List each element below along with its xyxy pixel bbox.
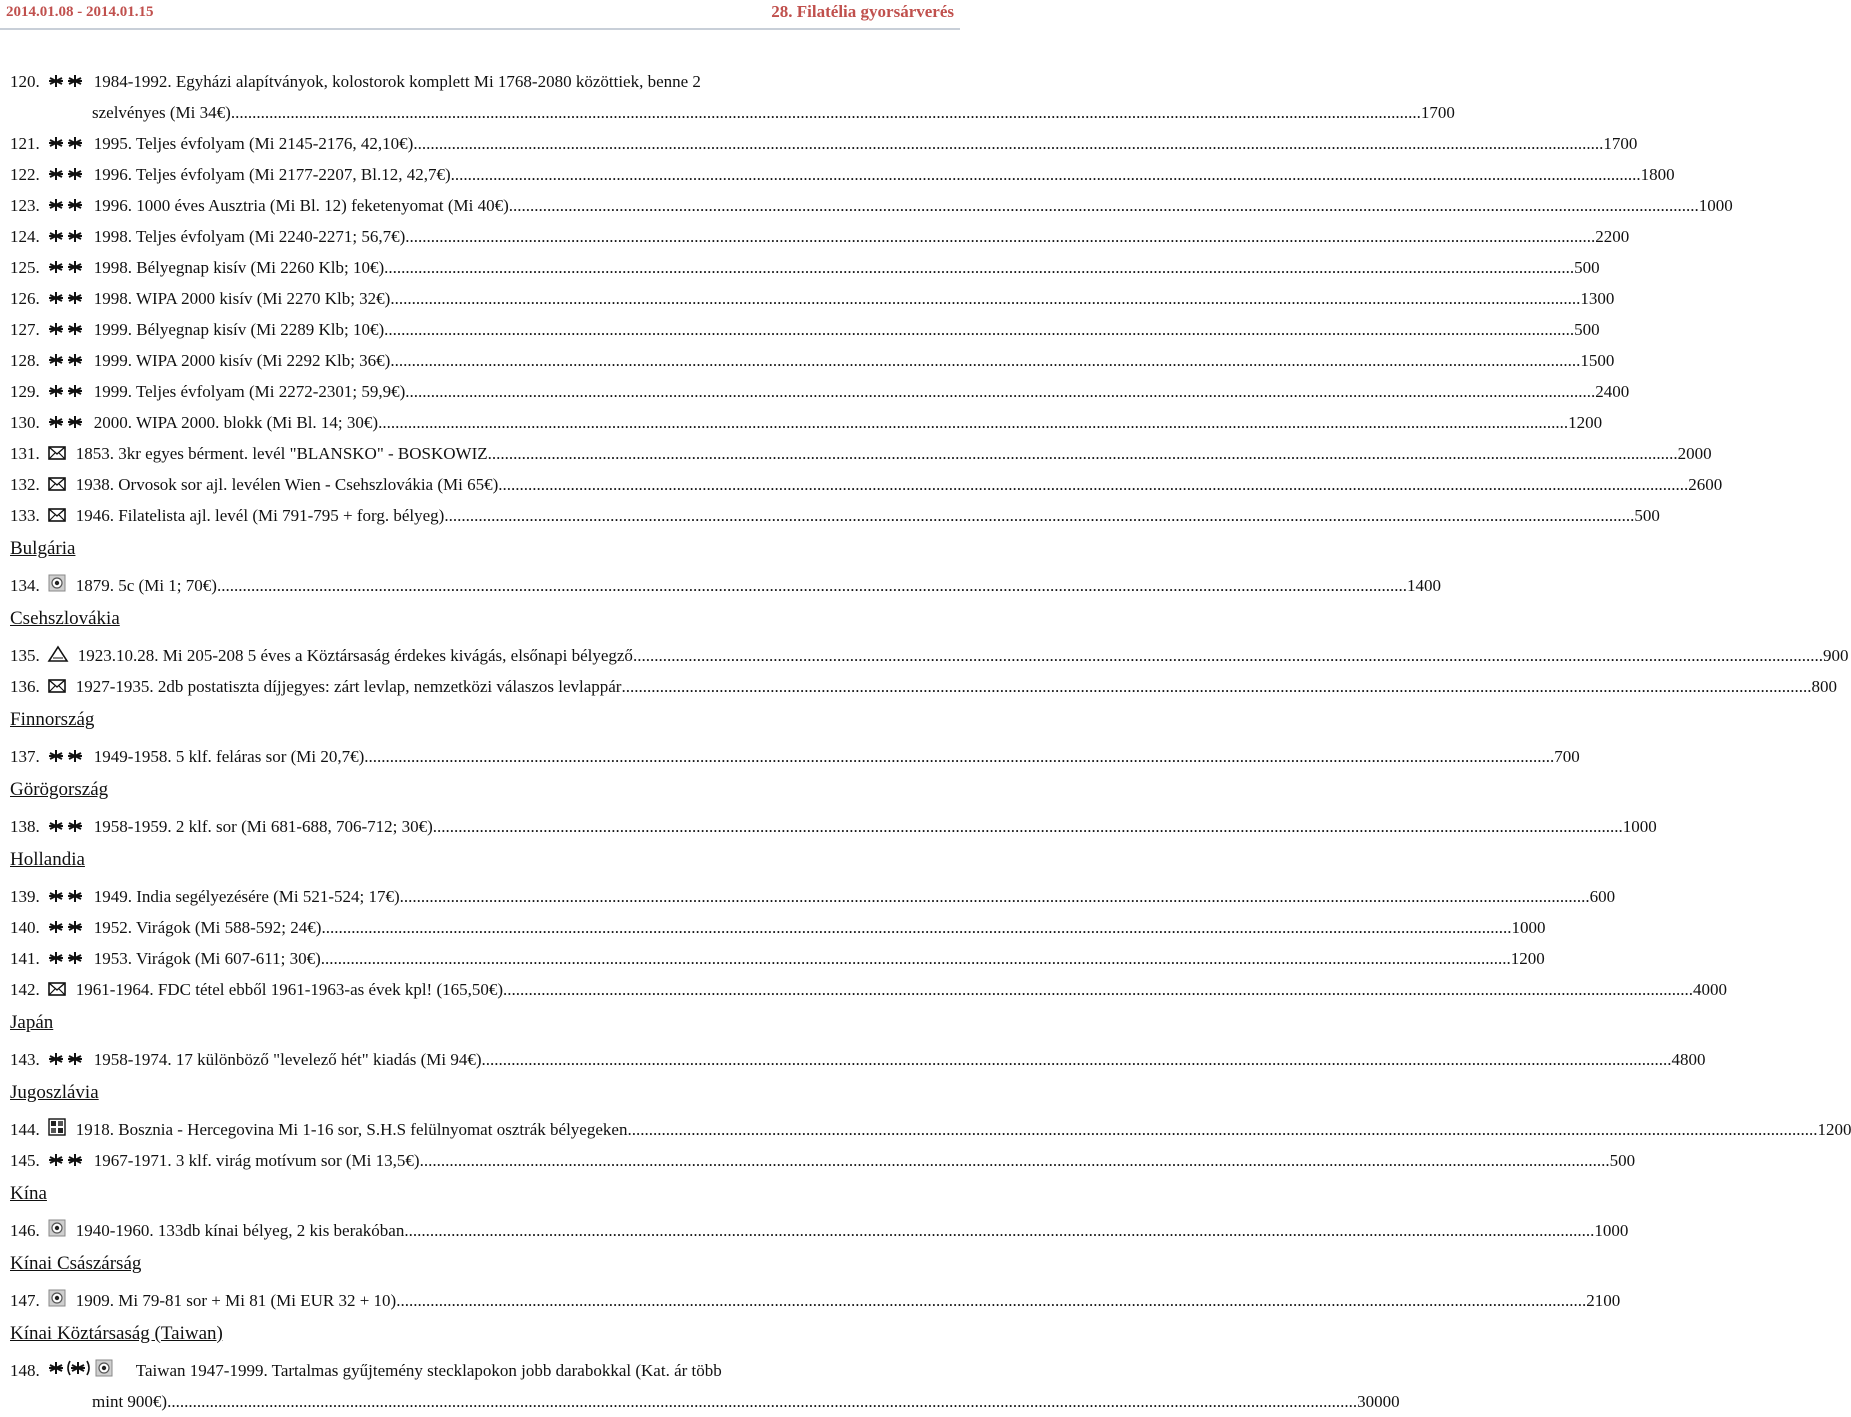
lot-description: 1909. Mi 79-81 sor + Mi 81 (Mi EUR 32 + 10) — [75, 1291, 397, 1310]
mint-never-hinged-icon — [48, 353, 84, 367]
starting-price: 700 — [1554, 747, 1580, 766]
mint-never-hinged-icon — [48, 260, 84, 274]
lot-description: 1999. Teljes évfolyam (Mi 2272-2301; 59,9€) — [93, 382, 406, 401]
lot-description: 1958-1974. 17 különböző "levelező hét" kiadás (Mi 94€) — [93, 1050, 482, 1069]
lot-description: 1998. Bélyegnap kisív (Mi 2260 Klb; 10€) — [93, 258, 385, 277]
lot-entry — [10, 1044, 1706, 1075]
starting-price: 1000 — [1594, 1221, 1629, 1240]
dot-leader — [167, 1386, 1357, 1417]
lot-entry — [10, 1215, 1629, 1246]
starting-price: 1200 — [1817, 1120, 1851, 1139]
mint-never-hinged-icon — [48, 136, 84, 150]
lot-entry — [10, 500, 1660, 531]
block-icon — [48, 1118, 66, 1136]
lot-description: 1927-1935. 2db postatiszta díjjegyes: zárt levlap, nemzetközi válaszos levlappár — [75, 677, 622, 696]
lot-entry — [10, 640, 1849, 671]
dot-leader — [503, 974, 1693, 1005]
lot-entry — [10, 159, 1675, 190]
lot-entry — [10, 469, 1723, 500]
lot-entry — [10, 221, 1630, 252]
lot-number: 142. — [10, 980, 40, 999]
lot-description: 1938. Orvosok sor ajl. levélen Wien - Csehszlovákia (Mi 65€) — [75, 475, 499, 494]
starting-price: 500 — [1574, 258, 1600, 277]
country-heading: Csehszlovákia — [10, 608, 120, 629]
lot-description: 1949. India segélyezésére (Mi 521-524; 17€) — [93, 887, 400, 906]
lot-entry — [10, 811, 1657, 842]
mint-never-hinged-icon — [48, 1052, 84, 1066]
dot-leader — [509, 190, 1699, 221]
lot-entry — [10, 1145, 1636, 1176]
dot-leader — [633, 640, 1823, 671]
dot-leader — [433, 811, 1623, 842]
lot-number: 143. — [10, 1050, 40, 1069]
lot-description: 1946. Filatelista ajl. levél (Mi 791-795 + forg. bélyeg) — [75, 506, 445, 525]
dot-leader — [378, 407, 1568, 438]
country-heading: Kínai Császárság — [10, 1253, 142, 1274]
starting-price: 1000 — [1622, 817, 1657, 836]
auction-date-range: 2014.01.08 - 2014.01.15 — [6, 4, 154, 20]
dot-leader — [321, 943, 1511, 974]
lot-entry — [10, 1355, 872, 1386]
lot-entry — [10, 283, 1615, 314]
lot-number: 120. — [10, 72, 40, 91]
used-stamp-icon — [48, 1289, 66, 1307]
dot-leader — [420, 1145, 1610, 1176]
lot-entry — [10, 943, 1545, 974]
lot-entry — [10, 190, 1733, 221]
country-heading: Görögország — [10, 779, 109, 800]
envelope-icon — [48, 446, 66, 460]
starting-price: 1700 — [1603, 134, 1638, 153]
lot-entry — [10, 974, 1728, 1005]
dot-leader — [482, 1044, 1672, 1075]
starting-price: 900 — [1822, 646, 1849, 665]
lot-description: 1953. Virágok (Mi 607-611; 30€) — [93, 949, 321, 968]
dot-leader — [627, 1114, 1817, 1145]
lot-entry-continuation — [10, 1386, 1400, 1417]
lot-number: 129. — [10, 382, 40, 401]
lot-description: 1984-1992. Egyházi alapítványok, kolostorok komplett Mi 1768-2080 közöttiek, benne 2 — [93, 72, 701, 91]
starting-price: 2400 — [1595, 382, 1630, 401]
lot-number: 135. — [10, 646, 40, 665]
mint-never-hinged-icon — [48, 322, 84, 336]
lot-number: 147. — [10, 1291, 40, 1310]
auction-catalog — [10, 66, 1851, 1417]
lot-number: 132. — [10, 475, 40, 494]
lot-description: 1923.10.28. Mi 205-208 5 éves a Köztársaság érdekes kivágás, elsőnapi bélyegző — [77, 646, 633, 665]
starting-price: 1200 — [1510, 949, 1545, 968]
lot-number: 138. — [10, 817, 40, 836]
starting-price: 500 — [1609, 1151, 1636, 1170]
starting-price: 2100 — [1586, 1291, 1621, 1310]
lot-description-continued: mint 900€) — [92, 1392, 168, 1411]
mint-never-hinged-icon — [48, 74, 84, 88]
starting-price: 500 — [1574, 320, 1600, 339]
envelope-icon — [48, 477, 66, 491]
lot-description-continued: szelvényes (Mi 34€) — [92, 103, 231, 122]
lot-entry — [10, 881, 1616, 912]
lot-description: Taiwan 1947-1999. Tartalmas gyűjtemény stecklapokon jobb darabokkal (Kat. ár több — [135, 1361, 722, 1380]
lot-number: 122. — [10, 165, 40, 184]
starting-price: 4800 — [1671, 1050, 1706, 1069]
dot-leader — [405, 376, 1595, 407]
lot-description: 1918. Bosznia - Hercegovina Mi 1-16 sor, S.H.S felülnyomat osztrák bélyegeken — [75, 1120, 628, 1139]
lot-description: 1940-1960. 133db kínai bélyeg, 2 kis berakóban — [75, 1221, 405, 1240]
lot-entry — [10, 671, 1837, 702]
mint-never-hinged-icon — [48, 819, 84, 833]
lot-description: 1949-1958. 5 klf. feláras sor (Mi 20,7€) — [93, 747, 365, 766]
dot-leader — [488, 438, 1678, 469]
dot-leader — [390, 283, 1580, 314]
dot-leader — [498, 469, 1688, 500]
country-heading: Jugoszlávia — [10, 1082, 99, 1103]
dot-leader — [413, 128, 1603, 159]
lot-description: 1853. 3kr egyes bérment. levél "BLANSKO" - BOSKOWIZ — [75, 444, 488, 463]
starting-price: 1700 — [1420, 103, 1455, 122]
starting-price: 500 — [1634, 506, 1660, 525]
lot-number: 128. — [10, 351, 40, 370]
starting-price: 1000 — [1511, 918, 1546, 937]
mint-never-hinged-icon — [48, 384, 84, 398]
mint-never-hinged-icon — [48, 229, 84, 243]
mint-never-hinged-icon — [48, 291, 84, 305]
dot-leader — [384, 252, 1574, 283]
lot-description: 1958-1959. 2 klf. sor (Mi 681-688, 706-712; 30€) — [93, 817, 433, 836]
lot-description: 1999. Bélyegnap kisív (Mi 2289 Klb; 10€) — [93, 320, 385, 339]
lot-number: 137. — [10, 747, 40, 766]
lot-entry — [10, 314, 1600, 345]
country-heading: Kína — [10, 1183, 47, 1204]
envelope-icon — [48, 982, 66, 996]
starting-price: 800 — [1811, 677, 1837, 696]
dot-leader — [390, 345, 1580, 376]
country-heading: Finnország — [10, 709, 95, 730]
dot-leader — [404, 1215, 1594, 1246]
triangle-icon — [48, 646, 68, 662]
lot-entry — [10, 376, 1630, 407]
starting-price: 1500 — [1580, 351, 1615, 370]
lot-description: 1999. WIPA 2000 kisív (Mi 2292 Klb; 36€) — [93, 351, 391, 370]
lot-description: 2000. WIPA 2000. blokk (Mi Bl. 14; 30€) — [93, 413, 379, 432]
lot-number: 131. — [10, 444, 40, 463]
lot-entry — [10, 345, 1615, 376]
lot-entry — [10, 252, 1600, 283]
lot-number: 136. — [10, 677, 40, 696]
lot-entry — [10, 128, 1638, 159]
mint-never-hinged-icon — [48, 198, 84, 212]
lot-number: 124. — [10, 227, 40, 246]
lot-number: 125. — [10, 258, 40, 277]
lot-description: 1996. 1000 éves Ausztria (Mi Bl. 12) feketenyomat (Mi 40€) — [93, 196, 509, 215]
starting-price: 30000 — [1357, 1392, 1400, 1411]
lot-number: 148. — [10, 1361, 40, 1380]
lot-entry — [10, 1285, 1621, 1316]
dot-leader — [621, 671, 1811, 702]
country-heading: Kínai Köztársaság (Taiwan) — [10, 1323, 223, 1344]
lot-number: 121. — [10, 134, 40, 153]
starting-price: 1000 — [1698, 196, 1733, 215]
lot-description: 1995. Teljes évfolyam (Mi 2145-2176, 42,10€) — [93, 134, 414, 153]
auction-title: 28. Filatélia gyorsárverés — [771, 2, 954, 21]
lot-number: 133. — [10, 506, 40, 525]
lot-entry — [10, 407, 1603, 438]
starting-price: 2000 — [1677, 444, 1712, 463]
lot-number: 130. — [10, 413, 40, 432]
mint-never-hinged-icon — [48, 1153, 84, 1167]
mint-never-hinged-icon — [48, 415, 84, 429]
used-stamp-icon — [48, 574, 66, 592]
page-header — [0, 0, 960, 30]
mint-never-hinged-icon — [48, 167, 84, 181]
lot-entry — [10, 66, 872, 97]
dot-leader — [321, 912, 1511, 943]
dot-leader — [384, 314, 1574, 345]
lot-entry — [10, 912, 1546, 943]
mint-never-hinged-icon — [48, 749, 84, 763]
starting-price: 1200 — [1568, 413, 1603, 432]
starting-price: 1800 — [1640, 165, 1675, 184]
envelope-icon — [48, 679, 66, 693]
starting-price: 2600 — [1688, 475, 1723, 494]
dot-leader — [396, 1285, 1586, 1316]
lot-description: 1998. WIPA 2000 kisív (Mi 2270 Klb; 32€) — [93, 289, 391, 308]
lot-number: 134. — [10, 576, 40, 595]
lot-number: 146. — [10, 1221, 40, 1240]
lot-entry — [10, 438, 1712, 469]
lot-number: 145. — [10, 1151, 40, 1170]
mint-never-hinged-icon — [48, 951, 84, 965]
dot-leader — [231, 97, 1421, 128]
lot-number: 139. — [10, 887, 40, 906]
lot-description: 1996. Teljes évfolyam (Mi 2177-2207, Bl.12, 42,7€) — [93, 165, 451, 184]
starting-price: 2200 — [1595, 227, 1630, 246]
country-heading: Hollandia — [10, 849, 85, 870]
dot-leader — [451, 159, 1641, 190]
starting-price: 1400 — [1406, 576, 1441, 595]
dot-leader — [217, 570, 1407, 601]
dot-leader — [400, 881, 1590, 912]
mixed-condition-icon — [48, 1359, 126, 1377]
lot-entry — [10, 570, 1441, 601]
lot-description: 1998. Teljes évfolyam (Mi 2240-2271; 56,7€) — [93, 227, 406, 246]
used-stamp-icon — [48, 1219, 66, 1237]
envelope-icon — [48, 508, 66, 522]
mint-never-hinged-icon — [48, 920, 84, 934]
dot-leader — [405, 221, 1595, 252]
lot-number: 127. — [10, 320, 40, 339]
lot-number: 140. — [10, 918, 40, 937]
lot-number: 123. — [10, 196, 40, 215]
country-heading: Bulgária — [10, 538, 76, 559]
country-heading: Japán — [10, 1012, 54, 1033]
lot-description: 1952. Virágok (Mi 588-592; 24€) — [93, 918, 322, 937]
lot-number: 144. — [10, 1120, 40, 1139]
starting-price: 4000 — [1693, 980, 1728, 999]
lot-description: 1967-1971. 3 klf. virág motívum sor (Mi 13,5€) — [93, 1151, 420, 1170]
lot-number: 126. — [10, 289, 40, 308]
starting-price: 1300 — [1580, 289, 1615, 308]
lot-entry — [10, 741, 1580, 772]
lot-description: 1961-1964. FDC tétel ebből 1961-1963-as évek kpl! (165,50€) — [75, 980, 504, 999]
lot-description: 1879. 5c (Mi 1; 70€) — [75, 576, 217, 595]
mint-never-hinged-icon — [48, 889, 84, 903]
lot-number: 141. — [10, 949, 40, 968]
dot-leader — [364, 741, 1554, 772]
dot-leader — [444, 500, 1634, 531]
starting-price: 600 — [1589, 887, 1616, 906]
lot-entry-continuation — [10, 97, 1455, 128]
lot-entry — [10, 1114, 1851, 1145]
